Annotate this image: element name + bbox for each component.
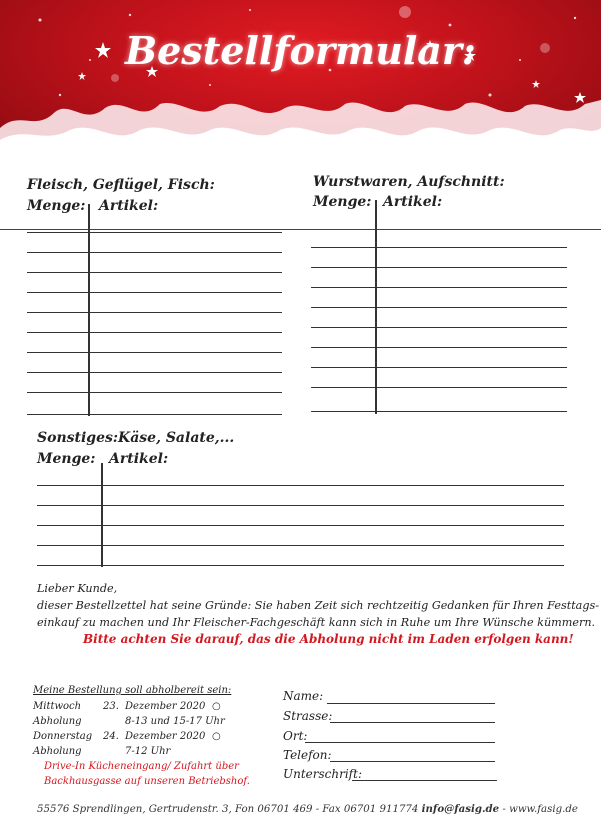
drive-in-note-2: Backhausgasse auf unseren Betriebshof. <box>44 776 250 787</box>
city-label: Ort: <box>283 729 308 743</box>
column-divider <box>88 204 90 416</box>
column-label-quantity: Menge: <box>313 194 372 210</box>
snow-decoration <box>0 0 601 160</box>
street-field[interactable] <box>330 722 495 723</box>
pickup-hours: 7-12 Uhr <box>125 746 171 757</box>
letter-greeting: Lieber Kunde, <box>37 582 118 595</box>
header-banner <box>0 0 601 160</box>
divider <box>0 229 601 230</box>
drive-in-note-1: Drive-In Kücheneingang/ Zufahrt über <box>44 761 239 772</box>
phone-field[interactable] <box>330 761 495 762</box>
column-label-quantity: Menge: <box>27 198 86 214</box>
column-divider <box>101 463 103 567</box>
letter-line-2: einkauf zu machen und Ihr Fleischer-Fachgeschäft kann sich in Ruhe um Ihre Wünsche kümmern. <box>37 616 596 629</box>
column-label-article: Artikel: <box>109 451 169 467</box>
pickup-checkbox-thursday[interactable]: ○ <box>212 731 221 742</box>
footer <box>37 803 578 815</box>
pickup-date: Dezember 2020 <box>125 701 206 712</box>
pickup-day: Abholung <box>33 746 82 757</box>
city-field[interactable] <box>305 742 495 743</box>
column-label-quantity: Menge: <box>37 451 96 467</box>
signature-field[interactable] <box>352 780 497 781</box>
phone-label: Telefon: <box>283 748 332 762</box>
pickup-day: Donnerstag <box>33 731 93 742</box>
footer-email[interactable]: info@fasig.de <box>421 803 500 815</box>
page-title: Bestellformular: <box>125 28 476 73</box>
column-label-article: Artikel: <box>383 194 443 210</box>
pickup-checkbox-wednesday[interactable]: ○ <box>212 701 221 712</box>
letter-line-1: dieser Bestellzettel hat seine Gründe: Sie haben Zeit sich rechtzeitig Gedanken für Ihren Festtags- <box>37 599 600 612</box>
pickup-day: Abholung <box>33 716 82 727</box>
pickup-day: Mittwoch <box>33 701 82 712</box>
signature-label: Unterschrift: <box>283 767 362 781</box>
street-label: Strasse: <box>283 709 333 723</box>
section-heading-other: Sonstiges:Käse, Salate,... <box>37 430 235 446</box>
pickup-day-number: 23. <box>103 701 119 712</box>
section-heading-meat: Fleisch, Geflügel, Fisch: <box>27 177 215 193</box>
pickup-date: Dezember 2020 <box>125 731 206 742</box>
pickup-day-number: 24. <box>103 731 119 742</box>
name-field[interactable] <box>327 703 495 704</box>
name-label: Name: <box>283 689 324 703</box>
pickup-notice: Bitte achten Sie darauf, das die Abholung nicht im Laden erfolgen kann! <box>83 632 574 646</box>
pickup-hours: 8-13 und 15-17 Uhr <box>125 716 225 727</box>
pickup-heading: Meine Bestellung soll abholbereit sein: <box>33 685 232 696</box>
column-label-article: Artikel: <box>99 198 159 214</box>
footer-address: 55576 Sprendlingen, Gertrudenstr. 3, Fon 06701 469 - Fax 06701 911774 <box>37 804 419 815</box>
section-heading-sausage: Wurstwaren, Aufschnitt: <box>313 174 505 190</box>
footer-website[interactable]: - www.fasig.de <box>502 804 578 815</box>
